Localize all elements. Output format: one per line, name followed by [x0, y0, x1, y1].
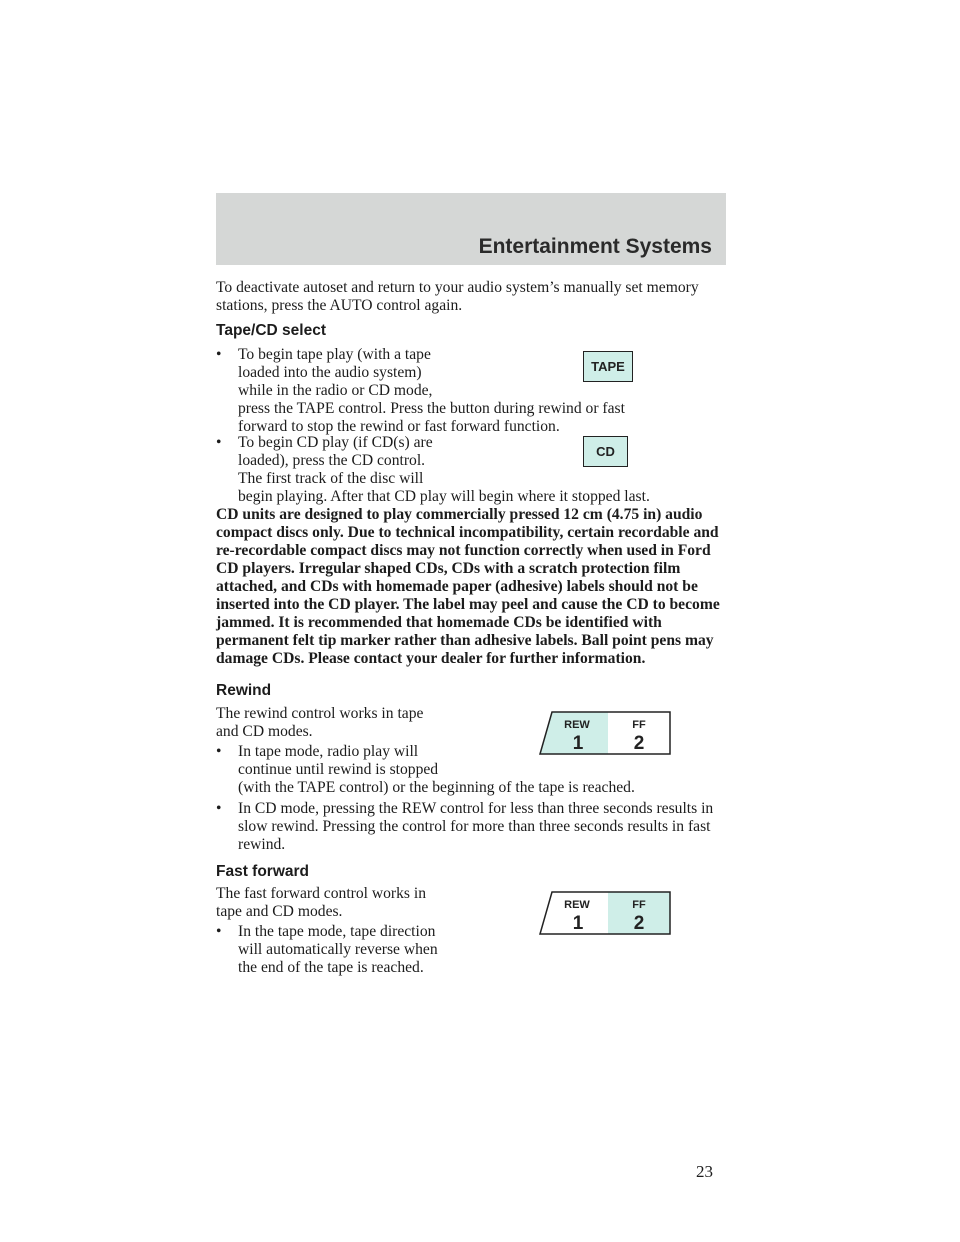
line: In the tape mode, tape direction	[238, 923, 436, 940]
line: begin playing. After that CD play will begin where it stopped last.	[238, 488, 650, 505]
line: loaded into the audio system)	[238, 364, 422, 381]
line: will automatically reverse when	[238, 941, 438, 958]
rew-ff-button-illustration-rewind	[538, 710, 672, 756]
rew-ff-button-illustration-fast-forward	[538, 890, 672, 936]
bullet-text: In CD mode, pressing the REW control for less than three seconds results in slow rewind. Pressing the control for more than three seconds results in fast rewind.	[238, 800, 714, 853]
warning-text: CD units are designed to play commercially pressed 12 cm (4.75 in) audio compact discs only. Due to technical incompatibility, certain recordable and re-recordable compact discs may not function correctly when used in Ford CD players. Irregular shaped CDs, CDs with a scratch protection film attached, and CDs with homemade paper (adhesive) labels should not be inserted into the CD player. The label may peel and cause the CD to become jammed. It is recommended that homemade CDs be identified with permanent felt tip marker rather than adhesive labels. Ball point pens may damage CDs. Please contact your dealer for further information.	[216, 506, 720, 667]
bullet-dot: •	[216, 743, 222, 760]
intro-text: To deactivate autoset and return to your audio system’s manually set memory stations, press the AUTO control again.	[216, 279, 699, 314]
line: tape and CD modes.	[216, 903, 343, 920]
ff-label: FF	[632, 899, 646, 911]
line: and CD modes.	[216, 723, 313, 740]
rew-number: 1	[572, 913, 584, 934]
section-title: Entertainment Systems	[478, 235, 712, 258]
bullet-dot: •	[216, 800, 222, 817]
line: (with the TAPE control) or the beginning of the tape is reached.	[238, 779, 635, 796]
line: The first track of the disc will	[238, 470, 424, 487]
line: In tape mode, radio play will	[238, 743, 419, 760]
rew-number: 1	[572, 733, 584, 754]
bullet-dot: •	[216, 346, 222, 363]
line: press the TAPE control. Press the button during rewind or fast	[238, 400, 625, 417]
line: To begin tape play (with a tape	[238, 346, 431, 363]
ff-label: FF	[632, 719, 646, 731]
page-number: 23	[696, 1162, 713, 1181]
bullet-dot: •	[216, 434, 222, 451]
heading-rewind: Rewind	[216, 682, 272, 699]
line: while in the radio or CD mode,	[238, 382, 433, 399]
line: the end of the tape is reached.	[238, 959, 424, 976]
bullet-cd	[216, 434, 731, 506]
line: continue until rewind is stopped	[238, 761, 439, 778]
tape-button-illustration: TAPE	[583, 351, 633, 382]
bullet-tape	[216, 346, 731, 436]
bullet-rewind-cd	[216, 800, 731, 854]
heading-tape-cd: Tape/CD select	[216, 322, 326, 339]
ff-number: 2	[633, 913, 645, 934]
bullet-dot: •	[216, 923, 222, 940]
heading-fast-forward: Fast forward	[216, 863, 310, 880]
line: loaded), press the CD control.	[238, 452, 426, 469]
intro-paragraph	[216, 279, 731, 315]
line: The rewind control works in tape	[216, 705, 424, 722]
line: To begin CD play (if CD(s) are	[238, 434, 433, 451]
cd-warning-paragraph	[216, 506, 731, 668]
section-header-band	[216, 193, 726, 265]
cd-button-illustration: CD	[583, 436, 628, 467]
ff-number: 2	[633, 733, 645, 754]
line: The fast forward control works in	[216, 885, 427, 902]
rew-label: REW	[564, 719, 590, 731]
rew-label: REW	[564, 899, 590, 911]
line: forward to stop the rewind or fast forward function.	[238, 418, 560, 435]
